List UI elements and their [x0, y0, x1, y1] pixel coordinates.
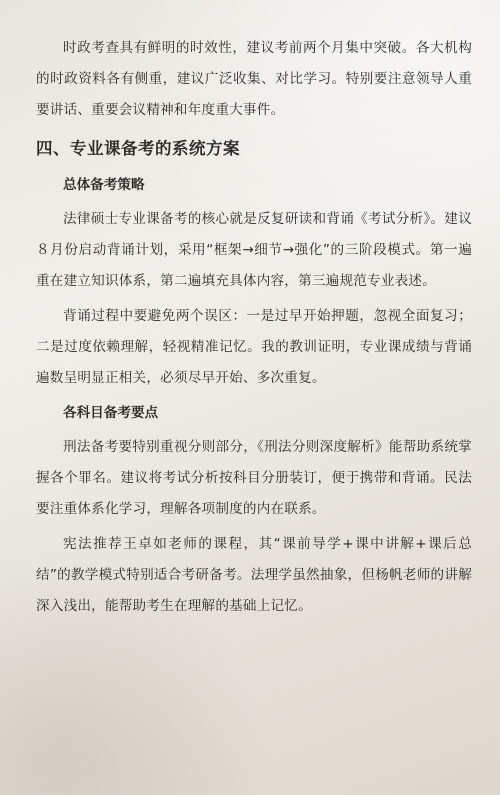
subject-key-points-paragraph-1: 刑法备考要特别重视分则部分，《刑法分则深度解析》能帮助系统掌握各个罪名。建议将考试分析按科目分册装订，便于携带和背诵。民法要注重体系化学习，理解各项制度的内在联系。: [36, 439, 472, 517]
overall-strategy-paragraph-1: 法律硕士专业课备考的核心就是反复研读和背诵《考试分析》。建议８月份启动背诵计划，采用“框架→细节→强化”的三阶段模式。第一遍重在建立知识体系，第二遍填充具体内容，第三遍规范专业表述。: [36, 211, 472, 289]
document-body: [36, 33, 472, 626]
intro-paragraph: 时政考查具有鲜明的时效性，建议考前两个月集中突破。各大机构的时政资料各有侧重，建议广泛收集、对比学习。特别要注意领导人重要讲话、重要会议精神和年度重大事件。: [36, 40, 472, 118]
subheading-overall-strategy: 总体备考策略: [63, 177, 145, 193]
subheading-subject-key-points: 各科目备考要点: [63, 405, 159, 421]
overall-strategy-paragraph-2: 背诵过程中要避免两个误区：一是过早开始押题，忽视全面复习；二是过度依赖理解，轻视精准记忆。我的教训证明，专业课成绩与背诵遍数呈明显正相关，必须尽早开始、多次重复。: [36, 308, 472, 386]
subject-key-points-paragraph-2: 宪法推荐王卓如老师的课程，其“课前导学+课中讲解+课后总结”的教学模式特别适合考研备考。法理学虽然抽象，但杨帆老师的讲解深入浅出，能帮助考生在理解的基础上记忆。: [36, 536, 472, 614]
section-heading-professional-courses: 四、专业课备考的系统方案: [36, 139, 240, 158]
